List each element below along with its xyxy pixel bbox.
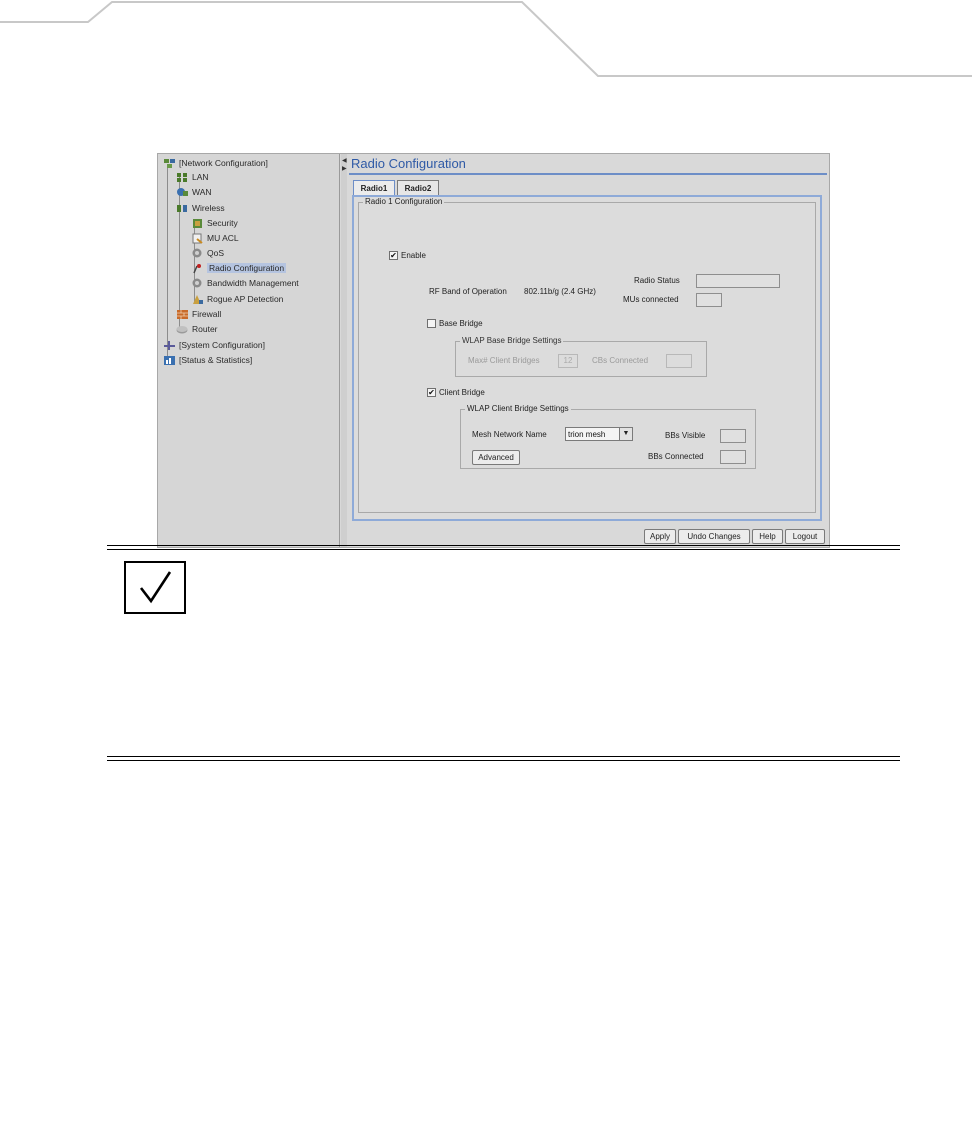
max-client-bridges-label: Max# Client Bridges bbox=[468, 356, 540, 365]
tree-item-wan[interactable]: WAN bbox=[176, 185, 212, 199]
system-icon bbox=[163, 340, 176, 351]
status-icon bbox=[163, 355, 176, 366]
firewall-icon bbox=[176, 309, 189, 320]
bbs-visible-label: BBs Visible bbox=[665, 431, 706, 440]
client-bridge-settings-title: WLAP Client Bridge Settings bbox=[467, 404, 569, 413]
rogue-ap-icon bbox=[191, 294, 204, 305]
max-client-bridges-field: 12 bbox=[558, 354, 578, 368]
navigation-tree bbox=[158, 154, 340, 547]
client-bridge-checkbox[interactable]: ✔ Client Bridge bbox=[428, 388, 485, 397]
base-bridge-checkbox[interactable]: Base Bridge bbox=[427, 319, 483, 328]
client-bridge-settings-group bbox=[460, 404, 756, 469]
radio-configuration-group-title: Radio 1 Configuration bbox=[365, 197, 443, 206]
wan-icon bbox=[176, 187, 189, 198]
wireless-icon bbox=[176, 203, 189, 214]
cbs-connected-label: CBs Connected bbox=[592, 356, 649, 365]
collapse-left-icon[interactable]: ◀ bbox=[342, 158, 347, 164]
bbs-visible-field bbox=[720, 429, 746, 443]
bandwidth-icon bbox=[191, 278, 204, 289]
tree-item-network-configuration[interactable]: [Network Configuration] bbox=[163, 156, 268, 170]
note-top-rule bbox=[107, 545, 900, 546]
client-bridge-check-icon: ✔ bbox=[428, 388, 435, 397]
tree-item-bandwidth-management[interactable]: Bandwidth Management bbox=[191, 276, 299, 290]
tree-item-system-configuration[interactable]: [System Configuration] bbox=[163, 338, 265, 352]
lan-icon bbox=[176, 172, 189, 183]
tree-item-firewall[interactable]: Firewall bbox=[176, 307, 221, 321]
apply-button[interactable]: Apply bbox=[644, 529, 676, 544]
rf-band-value: 802.11b/g (2.4 GHz) bbox=[524, 287, 596, 296]
base-bridge-settings-title: WLAP Base Bridge Settings bbox=[462, 336, 562, 345]
mus-connected-label: MUs connected bbox=[623, 295, 679, 304]
chevron-down-icon[interactable]: ▼ bbox=[619, 428, 632, 440]
title-divider bbox=[349, 173, 827, 175]
cbs-connected-field bbox=[666, 354, 692, 368]
security-icon bbox=[191, 218, 204, 229]
bbs-connected-field bbox=[720, 450, 746, 464]
note-bottom-rule-2 bbox=[107, 760, 900, 761]
enable-checkbox[interactable]: ✔ Enable bbox=[390, 251, 426, 260]
tree-item-lan[interactable]: LAN bbox=[176, 170, 209, 184]
advanced-button[interactable]: Advanced bbox=[472, 450, 520, 465]
radio-status-label: Radio Status bbox=[634, 276, 680, 285]
tree-item-radio-configuration[interactable]: Radio Configuration bbox=[191, 261, 286, 275]
main-panel bbox=[347, 154, 829, 547]
radio-configuration-group bbox=[358, 197, 816, 513]
note-checkmark-box bbox=[124, 561, 186, 614]
screenshot-window bbox=[157, 153, 830, 548]
tree-item-qos[interactable]: QoS bbox=[191, 246, 224, 260]
base-bridge-check-icon bbox=[427, 319, 436, 328]
tab-radio2[interactable]: Radio2 bbox=[397, 180, 439, 195]
tree-item-status-statistics[interactable]: [Status & Statistics] bbox=[163, 353, 252, 367]
tree-item-security[interactable]: Security bbox=[191, 216, 238, 230]
tree-item-router[interactable]: Router bbox=[176, 322, 218, 336]
mesh-network-name-select[interactable]: trion mesh ▼ bbox=[565, 427, 633, 441]
undo-changes-button[interactable]: Undo Changes bbox=[678, 529, 750, 544]
base-bridge-settings-group bbox=[455, 336, 707, 377]
logout-button[interactable]: Logout bbox=[785, 529, 825, 544]
note-top-rule-2 bbox=[107, 549, 900, 550]
mesh-network-name-label: Mesh Network Name bbox=[472, 430, 547, 439]
mu-acl-icon bbox=[191, 233, 204, 244]
tree-item-rogue-ap-detection[interactable]: Rogue AP Detection bbox=[191, 292, 283, 306]
mus-connected-field bbox=[696, 293, 722, 307]
bbs-connected-label: BBs Connected bbox=[648, 452, 704, 461]
network-icon bbox=[163, 158, 176, 169]
note-bottom-rule bbox=[107, 756, 900, 757]
help-button[interactable]: Help bbox=[752, 529, 783, 544]
router-icon bbox=[176, 324, 189, 335]
radio-status-field bbox=[696, 274, 780, 288]
tree-item-wireless[interactable]: Wireless bbox=[176, 201, 225, 215]
radio1-tab-content bbox=[352, 195, 822, 521]
tab-radio1[interactable]: Radio1 bbox=[353, 180, 395, 196]
panel-title: Radio Configuration bbox=[351, 156, 466, 171]
collapse-right-icon[interactable]: ▶ bbox=[342, 166, 347, 172]
rf-band-label: RF Band of Operation bbox=[429, 287, 507, 296]
checkmark-icon bbox=[133, 568, 177, 608]
qos-icon bbox=[191, 248, 204, 259]
page-header-decoration bbox=[0, 0, 972, 80]
tree-item-mu-acl[interactable]: MU ACL bbox=[191, 231, 239, 245]
enable-check-icon: ✔ bbox=[390, 251, 397, 260]
radio-icon bbox=[191, 263, 204, 274]
